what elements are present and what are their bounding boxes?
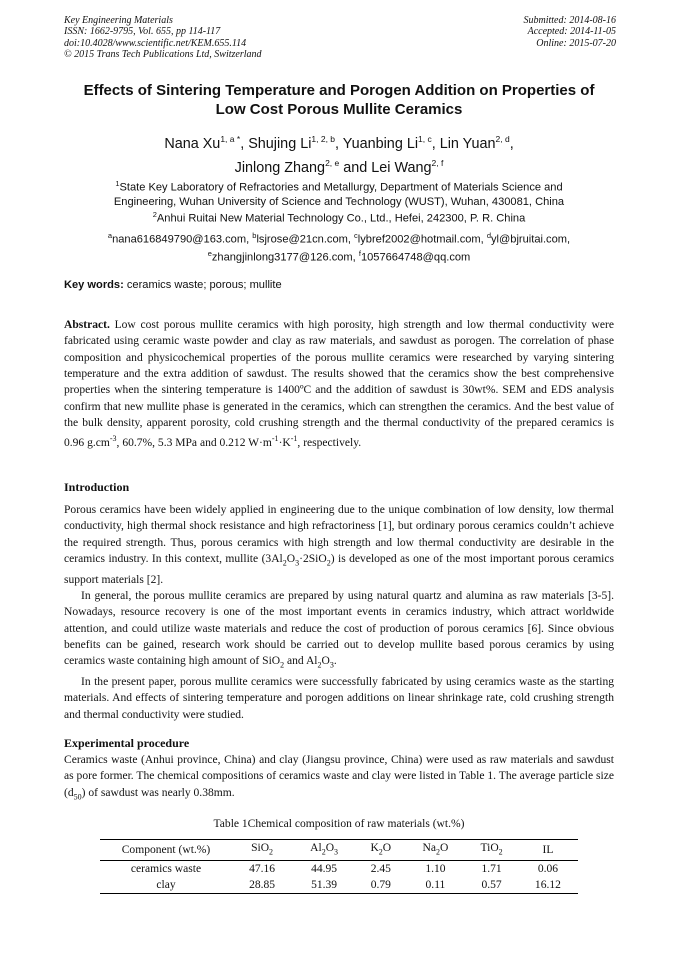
paragraph-text: ) of sawdust was nearly 0.38mm. (81, 786, 235, 799)
author-affil-mark: 1, 2, b (311, 134, 336, 144)
email-mark: c (354, 231, 358, 240)
table-cell: 2.45 (370, 863, 391, 876)
superscript: -1 (271, 434, 279, 444)
author-affil-mark: 2, f (431, 157, 444, 168)
table-cell: 28.85 (249, 879, 276, 892)
online-date: Online: 2015-07-20 (536, 37, 616, 49)
paragraph (64, 588, 614, 674)
email-mark: d (486, 231, 491, 240)
paragraph-text: In general, the porous mullite ceramics are prepared by using natural quartz and alumina as raw materials [3-5]. Nowadays, resource recovery is one of the most important events in ceramics industry, which attract worldwide attention, and could utilize waste materials and reduce the cost of production of porous ceramics [6]. Since obvious benefits can be gained, research work should be carried out to develop mullite based porous ceramics by using ceramics waste containing high amount of SiO (64, 590, 614, 668)
abstract-text: , 60.7%, 5.3 MPa and 0.212 W·m (116, 437, 272, 450)
copyright-line: © 2015 Trans Tech Publications Ltd, Switzerland (64, 48, 262, 60)
table-header-row (100, 840, 578, 861)
author-name: Yuanbing Li (342, 135, 419, 152)
journal-header-left (64, 15, 262, 60)
abstract-text: ·K (278, 437, 291, 450)
author-name: Lin Yuan (439, 135, 496, 152)
column-header: IL (542, 844, 554, 857)
email-mark: a (107, 231, 113, 240)
section-heading-experimental: Experimental procedure (64, 736, 190, 750)
paragraph-text: Ceramics waste (Anhui province, China) and clay (Jiangsu province, China) were used as raw materials and sawdust as pore former. The chemical compositions of ceramics waste and clay were listed in Table 1. The average particle size (d (64, 754, 614, 799)
table-cell: 47.16 (249, 863, 276, 876)
column-header: $Al_2O_3$ (310, 842, 339, 857)
journal-name: Key Engineering Materials (64, 15, 173, 26)
paragraph-text: Porous ceramics have been widely applied in engineering due to the unique combination of low density, low thermal conductivity, high thermal shock resistance and high refractoriness [1], but ordinary porous ceramics couldn’t achieve the required strength. Thus, porous ceramics with high strength and low thermal conductivity are desirable in the ceramics industry. In this context, mullite (3Al (64, 504, 614, 566)
table-cell: 1.71 (481, 863, 502, 876)
paragraph-text: ) is developed as one of the most important porous ceramics support materials [2]. (64, 553, 615, 586)
email-link[interactable]: lsjrose@21cn.com, (256, 233, 355, 246)
paragraph-text: In the present paper, porous mullite ceramics were successfully fabricated by using ceramics waste as the starting materials. And effects of sintering temperature and porogen additions on linear shrinkage rate, cold crushing strength and thermal conductivity were studied. (64, 676, 614, 721)
table-cell: clay (156, 879, 176, 892)
author-affil-mark: 2, e (325, 157, 340, 168)
keywords (64, 279, 282, 291)
table-cell: 51.39 (311, 879, 338, 892)
submitted-date: Submitted: 2014-08-16 (523, 15, 616, 26)
subscript: 3 (295, 558, 300, 568)
author-line-1: Nana $Xu^{1, a *}$, Shujing Li$^{1, 2, b}$, Yuanbing Li$^{1, c}$, Lin Yuan$^{2, d}$, (164, 134, 514, 152)
table-cell: 0.06 (537, 863, 559, 876)
column-header: TiO$_2$ (480, 842, 503, 857)
abstract-label: Abstract. (64, 319, 110, 331)
affiliation-1-line-1: State Key Laboratory of Refractories and Metallurgy, Department of Materials Science and (119, 181, 563, 194)
paragraph (64, 502, 614, 588)
author-affil-mark: 2, d (495, 134, 510, 144)
email-mark: e (207, 249, 212, 259)
superscript: -1 (290, 434, 298, 444)
author-affil-mark: 1, a * (220, 134, 241, 144)
superscript: -3 (109, 434, 117, 444)
keywords-label: Key words: (64, 279, 124, 291)
paragraph (64, 752, 614, 805)
author-name: Lei Wang (371, 159, 432, 176)
email-link[interactable]: zhangjinlong3177@126.com, (211, 251, 359, 264)
abstract-text: , respectively. (297, 437, 362, 450)
composition-table (100, 839, 578, 894)
affiliation-mark: 1 (115, 179, 120, 188)
subscript: 50 (73, 791, 82, 801)
author-list (50, 130, 628, 178)
author-affil-mark: 1, c (418, 134, 432, 144)
table-cell: 0.11 (425, 879, 446, 892)
subscript: 2 (282, 558, 287, 568)
author-line-2: Jinlong Zhang$^{2, e}$ and Lei Wang$^{2, f}$ (234, 157, 444, 176)
paper-title (50, 81, 628, 119)
abstract (64, 317, 614, 452)
paragraph-text: O (286, 553, 296, 566)
column-header: $Na_2O$ (422, 842, 449, 857)
email-link[interactable]: lybref2002@hotmail.com, (357, 233, 487, 246)
affiliation-1-line-2: Engineering, Wuhan University of Science and Technology (WUST), Wuhan, 430081, China (113, 196, 565, 209)
affiliation-1 (50, 177, 628, 210)
author-emails (50, 229, 628, 265)
keywords-text: ceramics waste; porous; mullite (123, 279, 282, 291)
introduction-body (64, 502, 614, 723)
affiliation-2-text: Anhui Ruitai New Material Technology Co., Ltd., Hefei, 242300, P. R. China (156, 212, 526, 225)
email-link[interactable]: 1057664748@qq.com (360, 251, 471, 264)
title-line-2: Low Cost Porous Mullite Ceramics (215, 101, 463, 118)
table-row (100, 861, 578, 878)
abstract-text: Low cost porous mullite ceramics with high porosity, high strength and low thermal conductivity were fabricated using ceramic waste powder and clay as raw materials, and sawdust as porogen. The correlation of phase composition and physicochemical properties of the porous mullite ceramics were researched by varying sintering temperature and the extra addition of sawdust. The results showed that the ceramics show the best comprehensive properties when the sintering temperature is 1400ºC and the addition of sawdust is 30wt%. SEM and EDS analysis confirm that new mullite phase is generated in the ceramics, which can strengthen the ceramics. And the best value of the bulk density, apparent porosity, cold crushing strength and the thermal conductivity of the prepared ceramics is 0.96 g.cm (64, 319, 614, 450)
email-mark: f (358, 249, 361, 259)
accepted-date: Accepted: 2014-11-05 (527, 26, 616, 38)
subscript: 3 (329, 660, 334, 670)
email-mark: b (252, 231, 257, 240)
issn-line: ISSN: 1662-9795, Vol. 655, pp 114-117 (64, 26, 221, 38)
paragraph-text: ·2SiO (299, 553, 327, 566)
table-cell: 16.12 (534, 879, 561, 892)
experimental-body (64, 752, 614, 805)
paragraph-text: and Al (284, 655, 318, 668)
column-header: $K_2O$ (370, 842, 392, 857)
table-cell: ceramics waste (130, 863, 202, 876)
subscript: 2 (280, 660, 285, 670)
table-cell: 1.10 (425, 863, 446, 876)
section-heading-introduction: Introduction (64, 480, 130, 494)
column-header: SiO$_2$ (251, 842, 274, 857)
author-name: Shujing Li (248, 135, 312, 152)
affiliation-2 (50, 208, 628, 226)
author-name: Nana Xu (164, 135, 221, 152)
table-cell: 0.57 (481, 879, 502, 892)
table-caption: Table 1Chemical composition of raw materials (wt.%) (213, 818, 465, 830)
subscript: 2 (326, 558, 331, 568)
paragraph-text: . (333, 655, 337, 668)
table-cell: 44.95 (311, 863, 338, 876)
author-name: Jinlong Zhang (234, 159, 326, 176)
table-row (100, 877, 578, 894)
table-cell: 0.79 (370, 879, 391, 892)
paragraph-text: O (321, 655, 330, 668)
journal-header-right (524, 15, 617, 49)
column-header: Component (wt.%) (121, 844, 211, 857)
email-link[interactable]: yl@bjruitai.com, (491, 233, 571, 246)
title-line-1: Effects of Sintering Temperature and Porogen Addition on Properties of (83, 82, 595, 99)
doi-line: doi:10.4028/www.scientific.net/KEM.655.114 (64, 37, 247, 49)
subscript: 2 (317, 660, 322, 670)
email-link[interactable]: nana616849790@163.com, (112, 233, 253, 246)
paragraph (64, 674, 614, 723)
affiliation-mark: 2 (152, 210, 157, 219)
